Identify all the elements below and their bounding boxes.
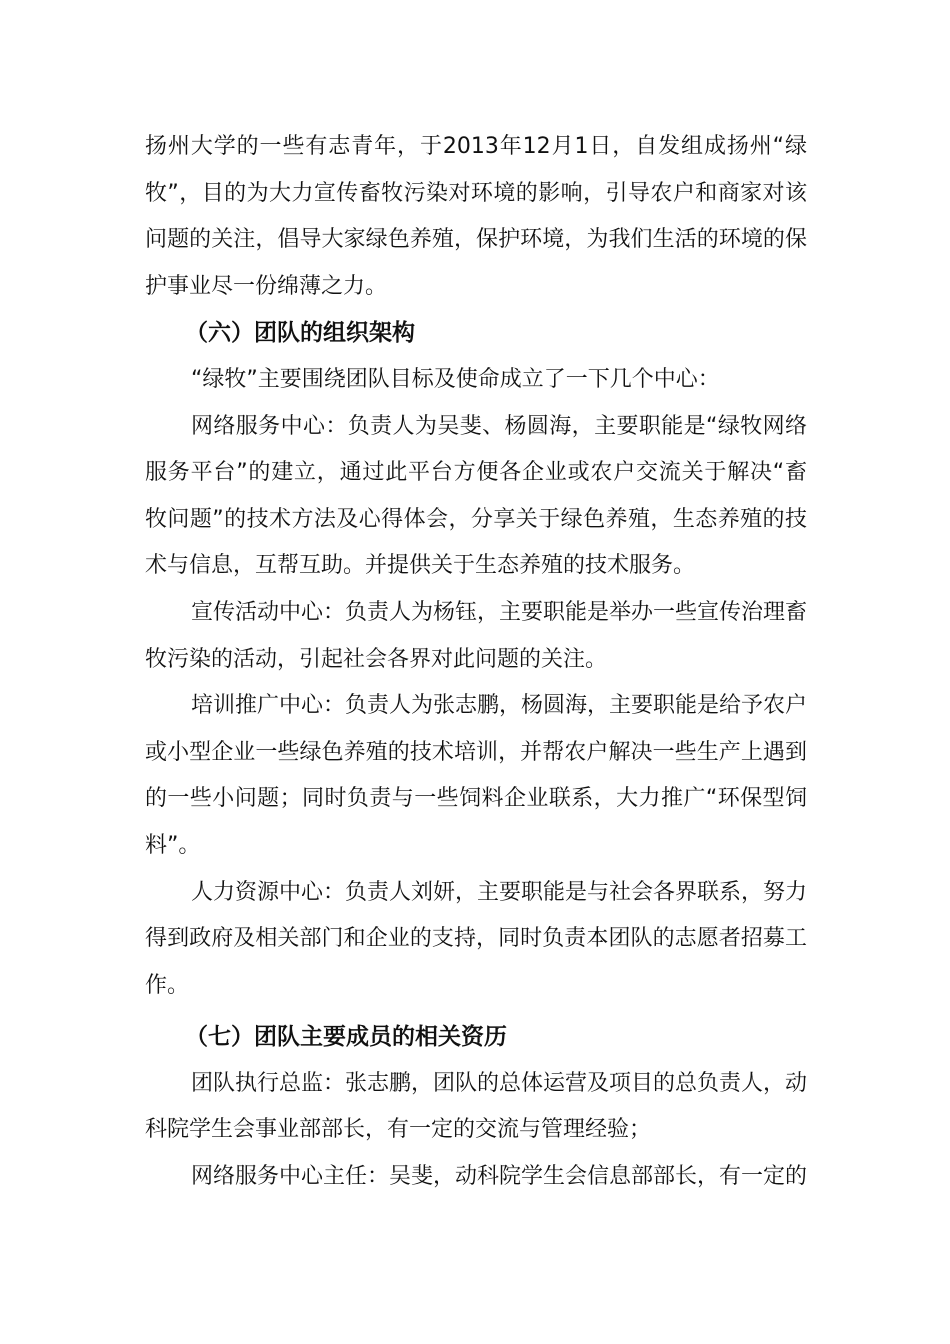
document-body bbox=[145, 124, 807, 1201]
text-line: 料”。 bbox=[145, 832, 201, 858]
text-line: 的一些小问题；同时负责与一些饲料企业联系，大力推广“环保型饲 bbox=[145, 786, 807, 812]
text-line: 宣传活动中心：负责人为杨钰，主要职能是举办一些宣传治理畜 bbox=[191, 599, 808, 625]
text-line: 得到政府及相关部门和企业的支持，同时负责本团队的志愿者招募工 bbox=[145, 926, 807, 952]
text-line: 团队执行总监：张志鹏，团队的总体运营及项目的总负责人，动 bbox=[191, 1070, 808, 1096]
text-line: 护事业尽一份绵薄之力。 bbox=[145, 273, 388, 299]
text-line: 人力资源中心：负责人刘妍，主要职能是与社会各界联系，努力 bbox=[191, 879, 808, 905]
text-line: 扬州大学的一些有志青年，于2013年12月1日，自发组成扬州“绿 bbox=[145, 134, 807, 159]
text-line: 牧”，目的为大力宣传畜牧污染对环境的影响，引导农户和商家对该 bbox=[145, 180, 807, 206]
text-line: 问题的关注，倡导大家绿色养殖，保护环境，为我们生活的环境的保 bbox=[145, 227, 807, 253]
text-line: 术与信息，互帮互助。并提供关于生态养殖的技术服务。 bbox=[145, 553, 696, 579]
text-line: 作。 bbox=[145, 972, 190, 998]
text-line: 培训推广中心：负责人为张志鹏，杨圆海，主要职能是给予农户 bbox=[191, 693, 808, 719]
text-line: 网络服务中心：负责人为吴斐、杨圆海，主要职能是“绿牧网络 bbox=[191, 413, 807, 439]
section-heading: （七）团队主要成员的相关资历 bbox=[185, 1024, 507, 1051]
section-heading: （六）团队的组织架构 bbox=[185, 320, 415, 347]
text-line: 科院学生会事业部部长，有一定的交流与管理经验； bbox=[145, 1117, 652, 1143]
text-line: 牧问题”的技术方法及心得体会，分享关于绿色养殖，生态养殖的技 bbox=[145, 506, 807, 532]
text-line: 牧污染的活动，引起社会各界对此问题的关注。 bbox=[145, 646, 608, 672]
text-line: “绿牧”主要围绕团队目标及使命成立了一下几个中心： bbox=[191, 366, 720, 392]
text-line: 服务平台”的建立，通过此平台方便各企业或农户交流关于解决“畜 bbox=[145, 460, 807, 486]
text-line: 网络服务中心主任：吴斐，动科院学生会信息部部长，有一定的 bbox=[191, 1164, 808, 1190]
text-line: 或小型企业一些绿色养殖的技术培训，并帮农户解决一些生产上遇到 bbox=[145, 739, 807, 765]
